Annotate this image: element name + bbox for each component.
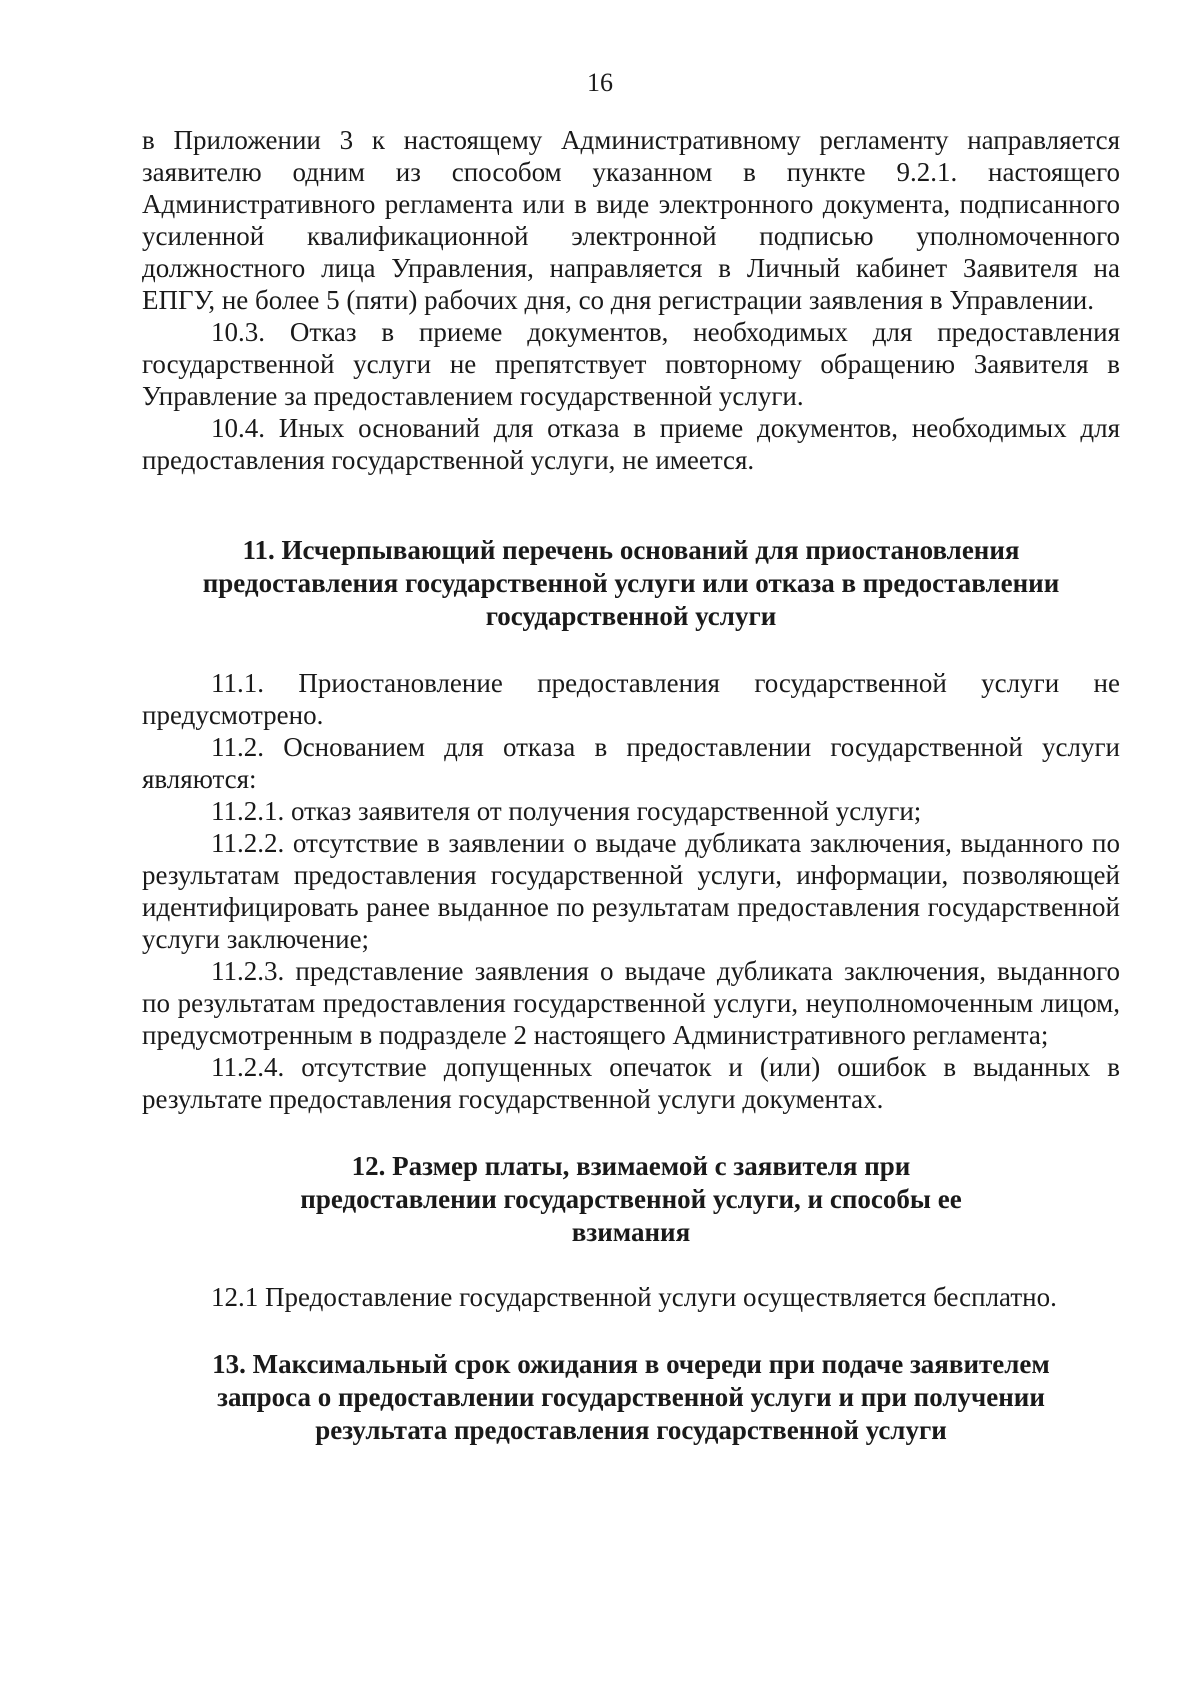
paragraph-11-2-1: 11.2.1. отказ заявителя от получения государственной услуги; [211, 796, 922, 826]
section-heading-13: 13. Максимальный срок ожидания в очереди при подаче заявителем запроса о предоставлении государственной услуги и при получении результата предоставления государственной услуги [212, 1349, 1050, 1445]
section-heading-12: 12. Размер платы, взимаемой с заявителя при предоставлении государственной услуги, и способы ее взимания [300, 1151, 962, 1247]
section-heading-11: 11. Исчерпывающий перечень оснований для приостановления предоставления государственной услуги или отказа в предоставлении государственной услуги [202, 535, 1060, 631]
paragraph-continuation: в Приложении 3 к настоящему Административному регламенту направляется заявителю одним из способом указанном в пункте 9.2.1. настоящего Административного регламента или в виде электронного документа, подписанного усиленной квалификационной электронной подписью уполномоченного должностного лица Управления, направляется в Личный кабинет Заявителя на ЕПГУ, не более 5 (пяти) рабочих дня, со дня регистрации заявления в Управлении. [142, 125, 1120, 315]
paragraph-10-3: 10.3. Отказ в приеме документов, необходимых для предоставления государственной услуги не препятствует повторному обращению Заявителя в Управление за предоставлением государственной услуги. [142, 317, 1120, 411]
paragraph-12-1: 12.1 Предоставление государственной услуги осуществляется бесплатно. [211, 1282, 1057, 1312]
paragraph-11-1: 11.1. Приостановление предоставления государственной услуги не предусмотрено. [142, 668, 1120, 730]
page-number: 16 [587, 68, 613, 97]
paragraph-11-2-3: 11.2.3. представление заявления о выдаче дубликата заключения, выданного по результатам предоставления государственной услуги, неуполномоченным лицом, предусмотренным в подразделе 2 настоящего Административного регламента; [142, 956, 1120, 1050]
paragraph-10-4: 10.4. Иных оснований для отказа в приеме документов, необходимых для предоставления государственной услуги, не имеется. [142, 413, 1120, 475]
document-body [142, 124, 1120, 1447]
paragraph-11-2-4: 11.2.4. отсутствие допущенных опечаток и (или) ошибок в выданных в результате предоставления государственной услуги документах. [142, 1052, 1120, 1114]
paragraph-11-2: 11.2. Основанием для отказа в предоставлении государственной услуги являются: [142, 732, 1120, 794]
paragraph-11-2-2: 11.2.2. отсутствие в заявлении о выдаче дубликата заключения, выданного по результатам предоставления государственной услуги, информации, позволяющей идентифицировать ранее выданное по результатам предоставления государственной услуги заключение; [142, 828, 1120, 954]
